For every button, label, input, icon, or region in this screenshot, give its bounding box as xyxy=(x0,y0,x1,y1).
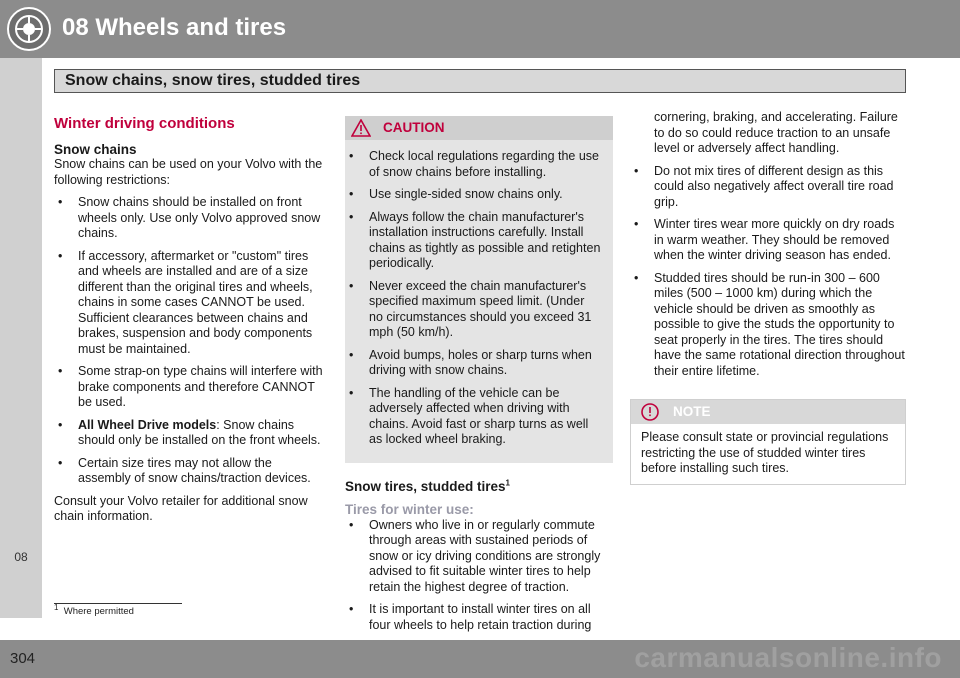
footnote-text: Where permitted xyxy=(63,606,134,617)
bullet-glyph: • xyxy=(58,417,63,432)
list-item: • Studded tires should be run-in 300 – 600 miles (500 – 1000 km) during which the vehicle should be driven as smoothly as possible to give the studs the opportunity to seat properly in the tires. The tires should have the same rotational direction throughout their entire lifetime. xyxy=(634,270,905,378)
note-title: NOTE xyxy=(673,404,711,419)
bullet-glyph: • xyxy=(634,163,639,178)
list-item: • Some strap-on type chains will interfere with brake components and therefore CANNOT be used. xyxy=(58,364,323,409)
note-header xyxy=(631,400,905,424)
section-title: Snow chains, snow tires, studded tires xyxy=(65,72,361,89)
bullet-glyph: • xyxy=(634,270,639,285)
column-winter-tires-continued xyxy=(630,110,906,485)
page-number: 304 xyxy=(10,650,36,667)
column-snow-chains xyxy=(54,116,328,525)
footnote-marker: 1 xyxy=(505,478,510,487)
chapter-side-tab xyxy=(0,58,42,618)
snow-chains-closing: Consult your Volvo retailer for additional snow chain information. xyxy=(54,493,308,523)
chapter-header xyxy=(0,0,960,58)
winter-tires-list-continued xyxy=(630,164,906,380)
section-title-bar xyxy=(54,69,906,93)
caution-title: CAUTION xyxy=(383,120,445,135)
bullet-glyph: • xyxy=(58,195,63,209)
snow-chains-intro: Snow chains can be used on your Volvo with the following restrictions: xyxy=(54,157,323,187)
caution-list xyxy=(345,140,613,448)
heading-winter-driving: Winter driving conditions xyxy=(54,115,235,132)
winter-tires-continuation: cornering, braking, and accelerating. Failure to do so could reduce traction to an unsafe level or adversely affect handling. xyxy=(654,110,898,155)
bullet-glyph: • xyxy=(58,248,63,263)
column-caution-and-snow-tires xyxy=(345,116,613,640)
list-item: • Winter tires wear more quickly on dry roads in warm weather. They should be removed when the winter driving season has ended. xyxy=(634,217,895,262)
warning-icon xyxy=(351,119,371,137)
caution-header xyxy=(345,116,613,140)
list-item: • Owners who live in or regularly commute through areas with sustained periods of snow or icy driving conditions are strongly advised to fit suitable winter tires to help retain the highest degree of traction. xyxy=(349,517,601,594)
list-item: • Certain size tires may not allow the assembly of snow chains/traction devices. xyxy=(58,455,311,485)
page-footer xyxy=(0,640,960,678)
bullet-glyph: • xyxy=(349,347,354,362)
subheading-snow-chains: Snow chains xyxy=(54,141,137,157)
wheel-icon xyxy=(6,6,52,52)
bullet-glyph: • xyxy=(349,517,354,532)
list-item: • Do not mix tires of different design as this could also negatively affect overall tire road grip. xyxy=(634,163,894,209)
info-icon xyxy=(641,403,659,421)
bullet-glyph: • xyxy=(349,187,354,201)
winter-tires-list xyxy=(345,518,613,634)
heading-snow-tires: Snow tires, studded tires$^1$ xyxy=(345,478,510,494)
caution-box xyxy=(345,116,613,463)
list-item: • Check local regulations regarding the use of snow chains before installing. xyxy=(349,149,599,179)
list-item: • Always follow the chain manufacturer's installation instructions carefully. Install chains as tightly as possible and retighten periodically. xyxy=(349,209,601,270)
list-item: • The handling of the vehicle can be adversely affected when driving with chains. Avoid fast or sharp turns as well as locked wheel braking. xyxy=(349,385,589,446)
bullet-glyph: • xyxy=(58,364,63,378)
footnote-divider xyxy=(54,603,182,604)
bullet-glyph: • xyxy=(349,278,354,293)
chapter-title: 08 Wheels and tires xyxy=(62,14,287,41)
list-item: • It is important to install winter tires on all four wheels to help retain traction during xyxy=(349,602,592,632)
list-item: • Avoid bumps, holes or sharp turns when driving with snow chains. xyxy=(349,347,592,377)
snow-chains-restrictions-list xyxy=(54,195,328,487)
note-box xyxy=(630,399,906,485)
list-item: • Use single-sided snow chains only. xyxy=(349,187,563,201)
bullet-glyph: • xyxy=(349,209,354,224)
list-item: • If accessory, aftermarket or "custom" tires and wheels are installed and are of a size different than the original tires and wheels, chains in some cases CANNOT be used. Sufficient clearances between chains and brakes, suspension and body components must be maintained. xyxy=(58,248,313,356)
bullet-glyph: • xyxy=(634,217,639,231)
awd-models-label: All Wheel Drive models xyxy=(78,417,217,432)
subheading-winter-tires: Tires for winter use: xyxy=(345,502,474,517)
bullet-glyph: • xyxy=(58,455,63,470)
side-tab-chapter-number: 08 xyxy=(14,550,28,564)
footnote-number: 1 xyxy=(54,602,59,612)
watermark: carmanualsonline.info xyxy=(634,642,942,673)
footnote xyxy=(54,602,134,617)
note-text: Please consult state or provincial regulations restricting the use of studded winter tires before installing such tires. xyxy=(641,430,889,475)
list-item: • Never exceed the chain manufacturer's specified maximum speed limit. (Under no circumstances should you exceed 31 mph (50 km/h). xyxy=(349,278,592,339)
list-item: • All Wheel Drive models: Snow chains should only be installed on the front wheels. xyxy=(58,417,321,447)
bullet-glyph: • xyxy=(349,602,354,616)
list-item: • Snow chains should be installed on front wheels only. Use only Volvo approved snow chains. xyxy=(58,195,321,240)
bullet-glyph: • xyxy=(349,149,354,163)
bullet-glyph: • xyxy=(349,385,354,400)
